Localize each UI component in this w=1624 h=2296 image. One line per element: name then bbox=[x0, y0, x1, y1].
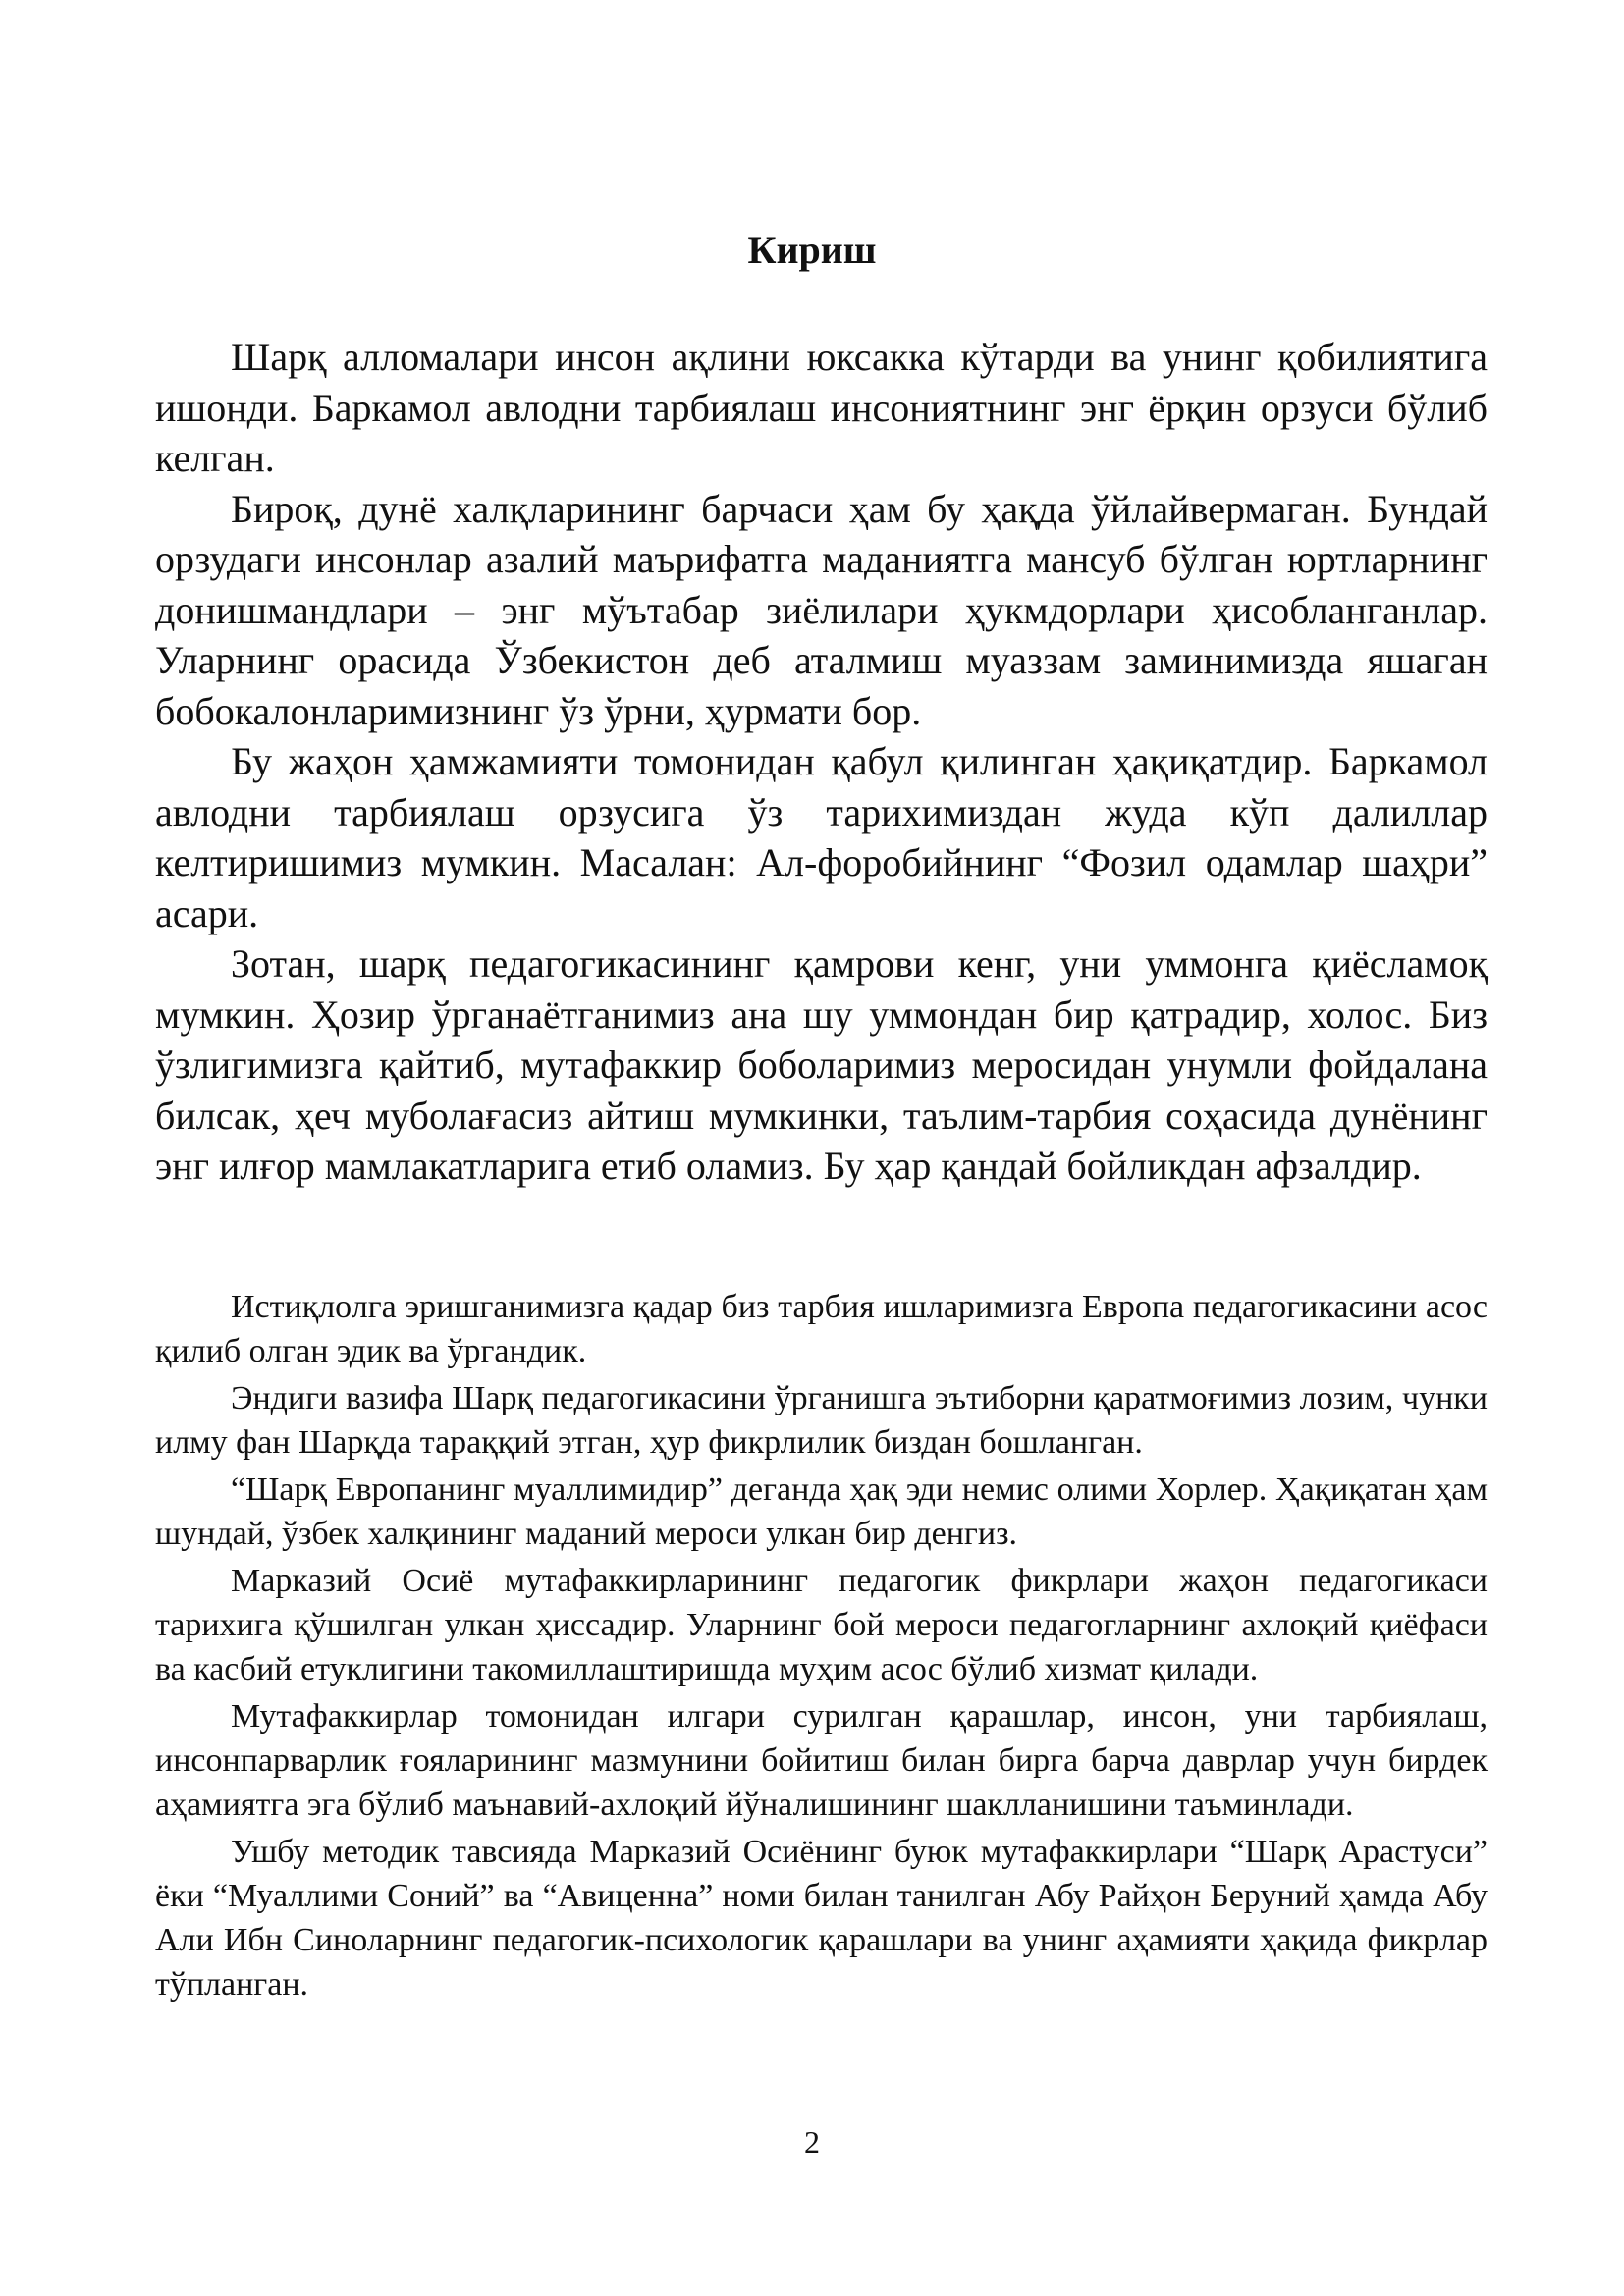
page-number: 2 bbox=[804, 2124, 820, 2160]
paragraph: Ушбу методик тавсияда Марказий Осиёнинг буюк мутафаккирлари “Шарқ Арастуси” ёки “Муаллими Соний” ва “Авиценна” номи билан танилган Абу Райҳон Беруний ҳамда Абу Али Ибн Синоларнинг педагогик-психологик қарашлари ва унинг аҳамияти ҳақида фикрлар тўпланган. bbox=[155, 1834, 1488, 2002]
paragraph: Истиқлолга эришганимизга қадар биз тарбия ишларимизга Европа педагогикасини асос қилиб олган эдик ва ўргандик. bbox=[155, 1289, 1488, 1369]
body-section-large bbox=[155, 332, 1488, 1192]
paragraph: Марказий Осиё мутафаккирларининг педагогик фикрлари жаҳон педагогикаси тарихига қўшилган улкан ҳиссадир. Уларнинг бой мероси педагогларнинг ахлоқий қиёфаси ва касбий етуклигини такомиллаштиришда муҳим асос бўлиб хизмат қилади. bbox=[155, 1563, 1488, 1687]
paragraph: Зотан, шарқ педагогикасининг қамрови кенг, уни уммонга қиёсламоқ мумкин. Ҳозир ўрганаётганимиз ана шу уммондан бир қатрадир, холос. Биз ўзлигимизга қайтиб, мутафаккир боболаримиз меросидан унумли фойдалана билсак, ҳеч муболағасиз айтиш мумкинки, таълим-тарбия соҳасида дунёнинг энг илғор мамлакатларига етиб оламиз. Бу ҳар қандай бойликдан афзалдир. bbox=[155, 941, 1488, 1188]
paragraph: Бироқ, дунё халқларининг барчаси ҳам бу ҳақда ўйлайвермаган. Бундай орзудаги инсонлар азалий маърифатга маданиятга мансуб бўлган юртларнинг донишмандлари – энг мўътабар зиёлилари ҳукмдорлари ҳисобланганлар. Уларнинг орасида Ўзбекистон деб аталмиш муаззам заминимизда яшаган бобокалонларимизнинг ўз ўрни, ҳурмати бор. bbox=[155, 486, 1488, 733]
body-section-small bbox=[155, 1285, 1488, 2009]
page-title: Кириш bbox=[747, 228, 877, 272]
paragraph: Шарқ алломалари инсон ақлини юксакка кўтарди ва унинг қобилиятига ишонди. Баркамол авлодни тарбиялаш инсониятнинг энг ёрқин орзуси бўлиб келган. bbox=[155, 335, 1488, 480]
paragraph: “Шарқ Европанинг муаллимидир” деганда ҳақ эди немис олими Хорлер. Ҳақиқатан ҳам шундай, ўзбек халқининг маданий мероси улкан бир денгиз. bbox=[155, 1471, 1488, 1552]
paragraph: Мутафаккирлар томонидан илгари сурилган қарашлар, инсон, уни тарбиялаш, инсонпарварлик ғояларининг мазмунини бойитиш билан бирга барча даврлар учун бирдек аҳамиятга эга бўлиб маънавий-ахлоқий йўналишининг шаклланишини таъминлади. bbox=[155, 1698, 1488, 1823]
paragraph: Эндиги вазифа Шарқ педагогикасини ўрганишга эътиборни қаратмоғимиз лозим, чунки илму фан Шарқда тараққий этган, ҳур фикрлилик биздан бошланган. bbox=[155, 1380, 1488, 1461]
paragraph: Бу жаҳон ҳамжамияти томонидан қабул қилинган ҳақиқатдир. Баркамол авлодни тарбиялаш орзусига ўз тарихимиздан жуда кўп далиллар келтиришимиз мумкин. Масалан: Ал-форобийнинг “Фозил одамлар шаҳри” асари. bbox=[155, 739, 1488, 935]
